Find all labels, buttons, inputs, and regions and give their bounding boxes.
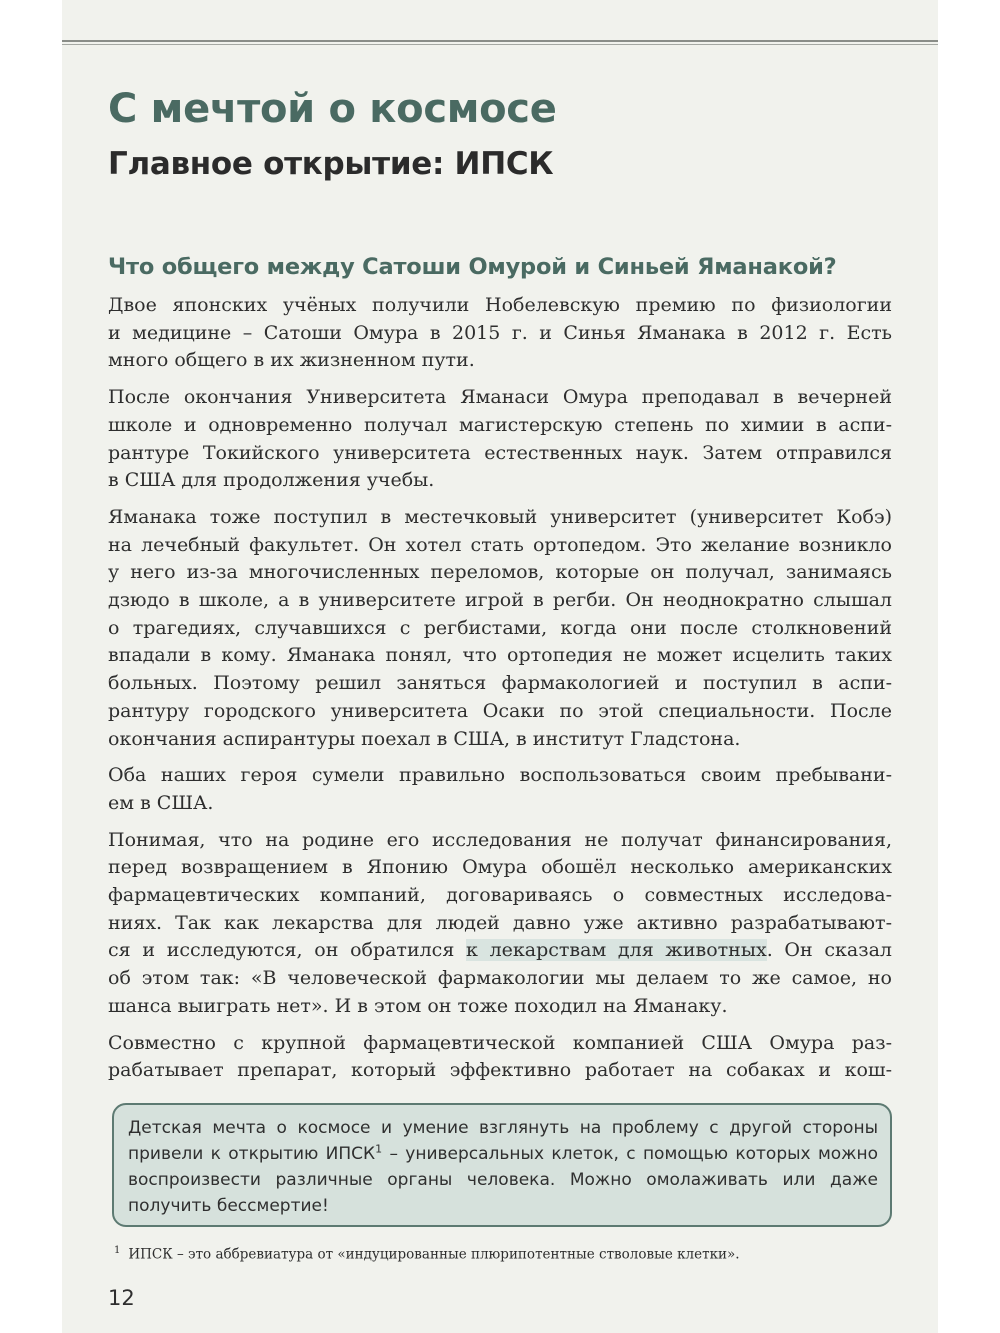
header-rule xyxy=(62,40,938,45)
callout-text: привели к открытию ИПСК xyxy=(128,1144,376,1164)
paragraph-3 xyxy=(108,504,892,753)
chapter-subtitle: Главное открытие: ИПСК xyxy=(108,146,554,182)
page-number: 12 xyxy=(108,1286,135,1310)
footnote-text: ИПСК – это аббревиатура от «индуцированные плюрипотентные стволовые клетки». xyxy=(128,1246,740,1263)
text-line: в США для продолжения учебы. xyxy=(108,469,435,492)
paragraph-6 xyxy=(108,1030,892,1085)
text-line: рантуре Токийского университета естественных наук. Затем отправился xyxy=(108,441,892,464)
text-line: Двое японских учёных получили Нобелевскую премию по физиологии xyxy=(108,294,892,316)
callout-text: – универсальных клеток, с помощью которых можно xyxy=(382,1144,878,1164)
callout-line: получить бессмертие! xyxy=(128,1196,329,1216)
text-line: После окончания Университета Яманаси Омура преподавал в вечерней xyxy=(108,386,892,409)
paragraph-1 xyxy=(108,292,892,375)
text-line: больных. Поэтому решил заняться фармакологией и поступил в аспи- xyxy=(108,672,892,695)
text-line: ем в США. xyxy=(108,791,214,814)
text-line: у него из-за многочисленных переломов, которые он получал, занимаясь xyxy=(108,561,892,584)
paragraph-5 xyxy=(108,827,892,1021)
text-line: шанса выиграть нет». И в этом он тоже походил на Яманаку. xyxy=(108,994,728,1017)
text-line: перед возвращением в Японию Омура обошёл несколько американских xyxy=(108,856,892,879)
callout-line xyxy=(128,1141,878,1167)
callout-line: воспроизвести различные органы человека. Можно омолаживать или даже xyxy=(128,1170,878,1190)
footnote-reference: 1 xyxy=(375,1142,383,1156)
text-line: школе и одновременно получал магистерскую степень по химии в аспи- xyxy=(108,413,892,436)
footnote-marker: 1 xyxy=(114,1245,121,1256)
text-segment: . Он сказал xyxy=(766,939,892,962)
text-line: и медицине – Сатоши Омура в 2015 г. и Синья Яманака в 2012 г. Есть xyxy=(108,321,892,344)
text-line: Яманака тоже поступил в местечковый университет (университет Кобэ) xyxy=(108,505,892,528)
body-text xyxy=(108,292,892,1094)
text-line: Оба наших героя сумели правильно воспользоваться своим пребывани- xyxy=(108,764,892,787)
paragraph-2 xyxy=(108,384,892,495)
text-line: о трагедиях, случавшихся с регбистами, когда они после столкновений xyxy=(108,616,892,639)
text-line: Понимая, что на родине его исследования не получат финансирования, xyxy=(108,828,892,851)
chapter-title: С мечтой о космосе xyxy=(108,86,557,132)
text-line: рантуру городского университета Осаки по этой специальности. После xyxy=(108,699,892,722)
callout-box xyxy=(112,1103,892,1227)
footnote xyxy=(114,1245,894,1263)
book-page xyxy=(62,0,938,1333)
text-line: окончания аспирантуры поехал в США, в институт Гладстона. xyxy=(108,727,741,750)
text-line: рабатывает препарат, который эффективно работает на собаках и кош- xyxy=(108,1059,892,1082)
text-line-with-highlight xyxy=(108,937,892,965)
section-heading: Что общего между Сатоши Омурой и Синьей Яманакой? xyxy=(108,254,837,280)
callout-line: Детская мечта о космосе и умение взглянуть на проблему с другой стороны xyxy=(128,1118,878,1138)
text-segment: ся и исследуются, он обратился xyxy=(108,939,467,962)
highlighted-text: к лекарствам для животных xyxy=(466,939,767,962)
text-line: ниях. Так как лекарства для людей давно уже активно разрабатывают- xyxy=(108,911,892,934)
text-line: фармацевтических компаний, договариваясь о совместных исследова- xyxy=(108,884,892,907)
text-line: дзюдо в школе, а в университете игрой в регби. Он неоднократно слышал xyxy=(108,589,892,612)
text-line: Совместно с крупной фармацевтической компанией США Омура раз- xyxy=(108,1031,892,1054)
text-line: об этом так: «В человеческой фармакологии мы делаем то же самое, но xyxy=(108,967,892,990)
text-line: много общего в их жизненном пути. xyxy=(108,349,475,372)
paragraph-4 xyxy=(108,762,892,817)
text-line: на лечебный факультет. Он хотел стать ортопедом. Это желание возникло xyxy=(108,533,892,556)
text-line: впадали в кому. Яманака понял, что ортопедия не может исцелить таких xyxy=(108,644,892,667)
